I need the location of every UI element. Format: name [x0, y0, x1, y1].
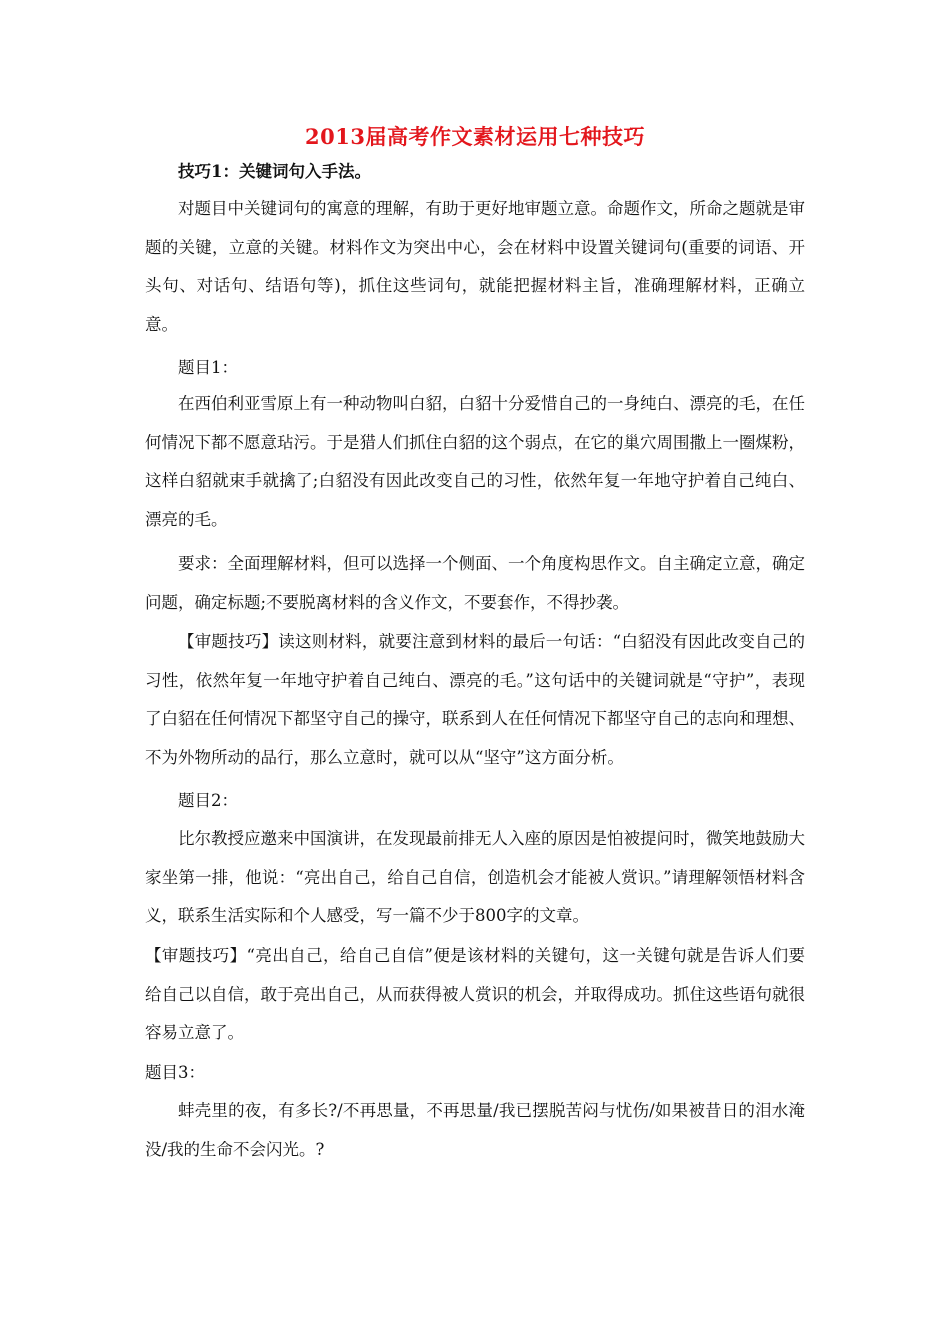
topic-2-label: 题目2： — [178, 791, 238, 810]
document-title: 2013届高考作文素材运用七种技巧 — [305, 124, 645, 149]
topic-3-label: 题目3： — [145, 1063, 205, 1082]
topic-2-analysis: 【审题技巧】“亮出自己，给自己自信”便是该材料的关键句，这一关键句就是告诉人们要给自己以自信，敢于亮出自己，从而获得被人赏识的机会，并取得成功。抓住这些语句就很容易立意了。 — [145, 946, 805, 1042]
technique-1-explanation: 对题目中关键词句的寓意的理解，有助于更好地审题立意。命题作文，所命之题就是审题的关键，立意的关键。材料作文为突出中心，会在材料中设置关键词句(重要的词语、开头句、对话句、结语句等)，抓住这些词句，就能把握材料主旨，准确理解材料，正确立意。 — [145, 199, 805, 334]
topic-1-material: 在西伯利亚雪原上有一种动物叫白貂，白貂十分爱惜自己的一身纯白、漂亮的毛，在任何情况下都不愿意玷污。于是猎人们抓住白貂的这个弱点，在它的巢穴周围撒上一圈煤粉，这样白貂就束手就擒了;白貂没有因此改变自己的习性，依然年复一年地守护着自己纯白、漂亮的毛。 — [145, 394, 805, 529]
topic-1-analysis: 【审题技巧】读这则材料，就要注意到材料的最后一句话：“白貂没有因此改变自己的习性，依然年复一年地守护着自己纯白、漂亮的毛。”这句话中的关键词就是“守护”，表现了白貂在任何情况下都坚守自己的操守，联系到人在任何情况下都坚守自己的志向和理想、不为外物所动的品行，那么立意时，就可以从“坚守”这方面分析。 — [145, 632, 805, 767]
topic-2-material: 比尔教授应邀来中国演讲，在发现最前排无人入座的原因是怕被提问时，微笑地鼓励大家坐第一排，他说：“亮出自己，给自己自信，创造机会才能被人赏识。”请理解领悟材料含义，联系生活实际和个人感受，写一篇不少于800字的文章。 — [145, 829, 805, 925]
topic-3-material: 蚌壳里的夜，有多长?/不再思量，不再思量/我已摆脱苦闷与忧伤/如果被昔日的泪水淹没/我的生命不会闪光。? — [145, 1101, 805, 1159]
topic-1-requirement: 要求：全面理解材料，但可以选择一个侧面、一个角度构思作文。自主确定立意，确定问题，确定标题;不要脱离材料的含义作文，不要套作，不得抄袭。 — [145, 554, 805, 612]
topic-1-label: 题目1： — [178, 358, 238, 377]
technique-1-heading: 技巧1：关键词句入手法。 — [178, 162, 371, 181]
